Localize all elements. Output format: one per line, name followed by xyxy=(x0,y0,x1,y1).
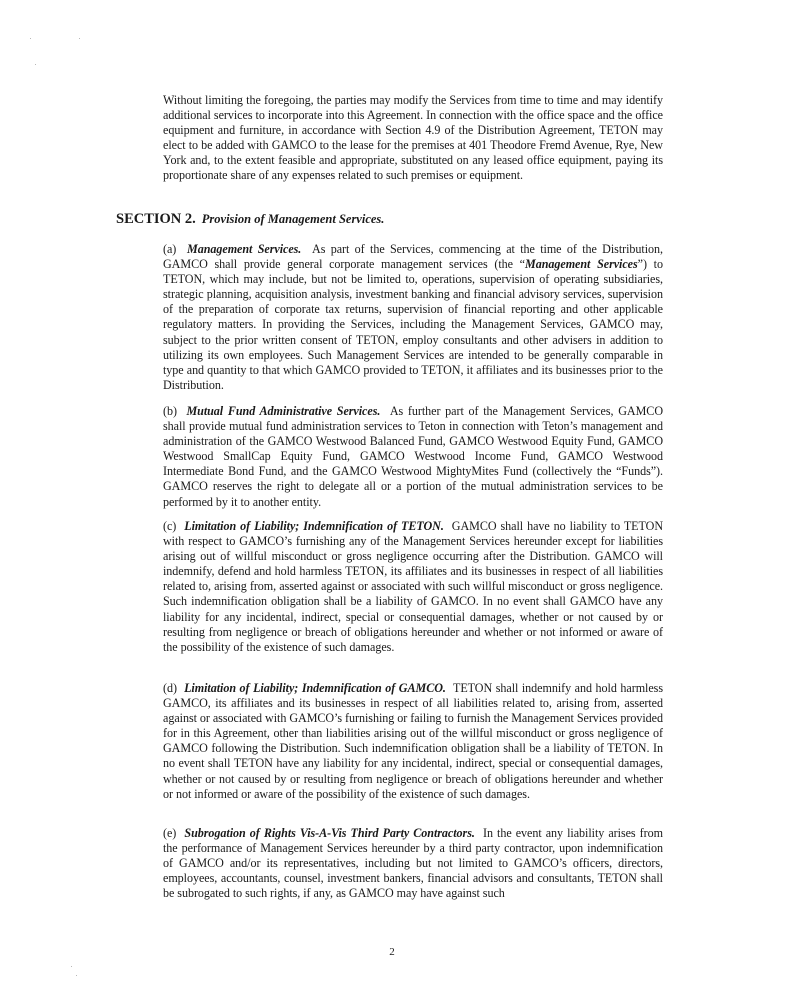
page-number: 2 xyxy=(389,946,395,958)
paragraph-label: (e) xyxy=(163,826,177,840)
paragraph-text: As part of the Services, commencing at the time of the Distribution, GAMCO shall provide general corporate management services (the “ xyxy=(163,242,664,272)
section-number: SECTION 2. xyxy=(116,211,196,227)
paragraph-text: As further part of the Management Services, GAMCO shall provide mutual fund administration services to Teton in connection with Teton’s management and administration of the GAMCO Westwood Balanced Fund, GAMCO Westwood Equity Fund, GAMCO Westwood SmallCap Equity Fund, GAMCO Westwood Income Fund, GAMCO Westwood Intermediate Bond Fund, and the GAMCO Westwood MightyMites Fund (collectively the “Funds”). GAMCO reserves the right to delegate all or a portion of the mutual administration services to be performed by it to another entity. xyxy=(163,404,664,509)
scan-speck xyxy=(79,38,80,39)
paragraph-label: (c) xyxy=(163,519,177,533)
paragraph-heading: Limitation of Liability; Indemnification of TETON. xyxy=(184,519,444,533)
intro-paragraph: Without limiting the foregoing, the parties may modify the Services from time to time and may identify additional services to incorporate into this Agreement. In connection with the office space and the office equipment and furniture, in accordance with Section 4.9 of the Distribution Agreement, TETON may elect to be added with GAMCO to the lease for the premises at 401 Theodore Fremd Avenue, Rye, New York and, to the extent feasible and appropriate, substituted on any leased office equipment, paying its proportionate share of any expenses related to such premises or equipment. xyxy=(163,93,663,183)
paragraph-e xyxy=(163,826,663,901)
paragraph-label: (d) xyxy=(163,681,177,695)
paragraph-b xyxy=(163,404,663,510)
defined-term: Management Services xyxy=(525,257,638,272)
scan-speck xyxy=(76,975,77,976)
paragraph-label: (b) xyxy=(163,404,177,418)
paragraph-text: TETON shall indemnify and hold harmless GAMCO, its affiliates and its businesses in respect of all liabilities related to, arising from, asserted against or associated with GAMCO’s furnishing or failing to furnish the Management Services provided for in this Agreement, other than liabilities arising out of the willful misconduct or gross negligence of GAMCO following the Distribution. Such indemnification obligation shall be a liability of TETON. In no event shall TETON have any liability for any incidental, indirect, special or consequential damages, whether or not caused by or resulting from negligence or breach of obligations hereunder and whether or not informed or aware of the possibility of the existence of such damages. xyxy=(163,681,663,801)
section-title: Provision of Management Services. xyxy=(201,212,385,226)
paragraph-heading: Management Services. xyxy=(187,242,302,256)
scan-speck xyxy=(35,64,36,65)
paragraph-text: GAMCO shall have no liability to TETON with respect to GAMCO’s furnishing any of the Management Services hereunder except for liabilities arising out of willful misconduct or gross negligence occurring after the Distribution. GAMCO will indemnify, defend and hold harmless TETON, its affiliates and its businesses in respect of all liabilities related to, arising from, asserted against or associated with such willful misconduct or gross negligence. Such indemnification obligation shall be a liability of GAMCO. In no event shall GAMCO have any liability for any incidental, indirect, special or consequential damages, whether or not caused by or resulting from negligence or breach of obligations hereunder and whether or not informed or aware of the possibility of the existence of such damages. xyxy=(163,519,664,654)
paragraph-text: ”) to TETON, which may include, but not be limited to, operations, supervision of operating subsidiaries, strategic planning, acquisition analysis, investment banking and financial advisory services, supervision of the preparation of corporate tax returns, supervision of financial reporting and other applicable regulatory matters. In providing the Services, including the Management Services, GAMCO may, subject to the prior written consent of TETON, employ consultants and other advisers in addition to utilizing its own employees. Such Management Services are intended to be generally comparable in type and quantity to that which GAMCO provided to TETON, it affiliates and its businesses prior to the Distribution. xyxy=(163,257,663,392)
paragraph-heading: Subrogation of Rights Vis-A-Vis Third Party Contractors. xyxy=(184,826,475,840)
paragraph-c xyxy=(163,519,663,655)
section-heading xyxy=(116,211,384,228)
paragraph-d xyxy=(163,681,663,802)
paragraph-heading: Limitation of Liability; Indemnification of GAMCO. xyxy=(184,681,446,695)
paragraph-heading: Mutual Fund Administrative Services. xyxy=(186,404,381,418)
scan-speck xyxy=(71,966,72,967)
paragraph-a xyxy=(163,242,663,393)
paragraph-label: (a) xyxy=(163,242,177,256)
scan-speck xyxy=(30,38,31,39)
paragraph-text: In the event any liability arises from the performance of Management Services hereunder by a third party contractor, upon indemnification of GAMCO and/or its representatives, including but not limited to GAMCO’s officers, directors, employees, accountants, counsel, investment bankers, financial advisors and consultants, TETON shall be subrogated to such rights, if any, as GAMCO may have against such xyxy=(163,826,663,901)
